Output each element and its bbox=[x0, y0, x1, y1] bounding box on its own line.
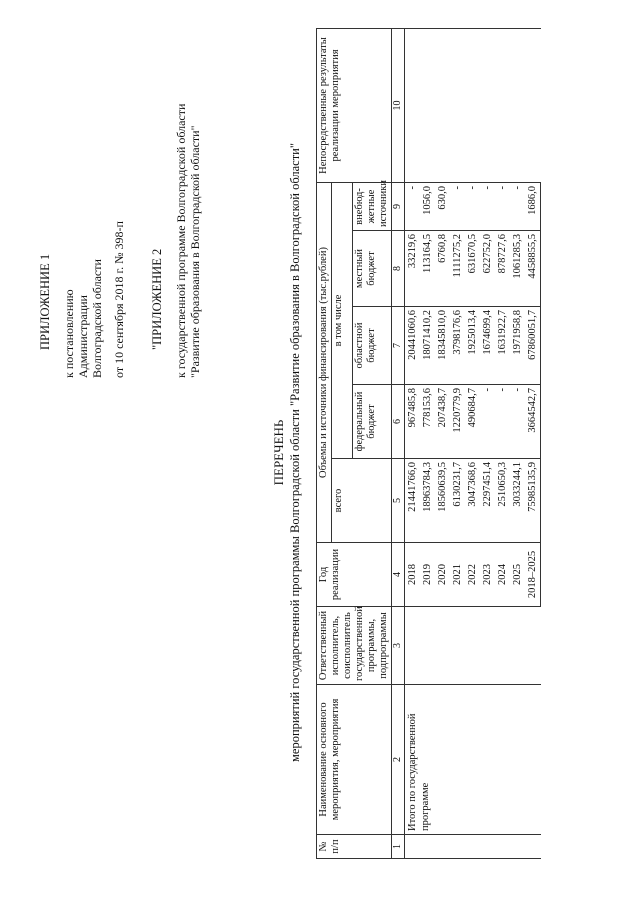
cell-regional: 18071410,2 bbox=[420, 307, 435, 385]
cell-year: 2024 bbox=[495, 543, 510, 607]
annex-line-1: к постановлению bbox=[62, 289, 76, 378]
funding-table bbox=[316, 28, 541, 859]
cell-federal: 1220779,9 bbox=[450, 385, 465, 459]
cell-total: 3047368,6 bbox=[465, 459, 480, 543]
column-number-row bbox=[392, 28, 405, 858]
cell-offbudget: 630,0 bbox=[435, 182, 450, 230]
cell-year: 2020 bbox=[435, 543, 450, 607]
cell-regional: 1971958,8 bbox=[510, 307, 525, 385]
column-number: 10 bbox=[392, 28, 405, 182]
cell-local: 631670,5 bbox=[465, 231, 480, 307]
cell-federal: - bbox=[495, 385, 510, 459]
appendix2-line-2: "Развитие образования в Волгоградской области" bbox=[188, 125, 202, 378]
cell-federal: 778153,6 bbox=[420, 385, 435, 459]
cell-total: 75985135,9 bbox=[525, 459, 541, 543]
cell-federal: 490684,7 bbox=[465, 385, 480, 459]
cell-regional: 1631922,7 bbox=[495, 307, 510, 385]
cell-regional: 3798176,6 bbox=[450, 307, 465, 385]
cell-regional: 1674699,4 bbox=[480, 307, 495, 385]
cell-federal: - bbox=[480, 385, 495, 459]
cell-offbudget: - bbox=[480, 182, 495, 230]
cell-regional: 18345810,0 bbox=[435, 307, 450, 385]
header-activity-name: Наименование основного мероприятия, мероприятия bbox=[317, 685, 392, 835]
column-number: 5 bbox=[392, 459, 405, 543]
cell-total: 21441766,0 bbox=[405, 459, 421, 543]
column-number: 6 bbox=[392, 385, 405, 459]
header-results: Непосредственные результаты реализации мероприятия bbox=[317, 28, 392, 182]
annex-line-3: Волгоградской области bbox=[90, 259, 104, 378]
header-funding: Объемы и источники финансирования (тыс.рублей) bbox=[317, 182, 332, 542]
column-number: 2 bbox=[392, 685, 405, 835]
cell-local: 1111275,2 bbox=[450, 231, 465, 307]
cell-total: 2510650,3 bbox=[495, 459, 510, 543]
cell-year: 2023 bbox=[480, 543, 495, 607]
program-total-label: Итого по государственной программе bbox=[405, 685, 541, 835]
cell-offbudget: 1056,0 bbox=[420, 182, 435, 230]
document-title: ПЕРЕЧЕНЬ bbox=[271, 419, 286, 486]
header-year: Год реализации bbox=[317, 543, 392, 607]
cell-total: 6130231,7 bbox=[450, 459, 465, 543]
funding-table-wrapper bbox=[316, 29, 541, 859]
cell-total: 3033244,1 bbox=[510, 459, 525, 543]
results-cell bbox=[405, 28, 541, 182]
cell-local: 6760,8 bbox=[435, 231, 450, 307]
cell-local: 1061285,3 bbox=[510, 231, 525, 307]
header-including: в том числе bbox=[332, 182, 353, 458]
cell-federal: 3664542,7 bbox=[525, 385, 541, 459]
cell-federal: - bbox=[510, 385, 525, 459]
cell-offbudget: 1686,0 bbox=[525, 182, 541, 230]
cell-year: 2019 bbox=[420, 543, 435, 607]
cell-federal: 207438,7 bbox=[435, 385, 450, 459]
cell-total: 2297451,4 bbox=[480, 459, 495, 543]
cell-local: 33219,6 bbox=[405, 231, 421, 307]
document-subtitle: мероприятий государственной программы Волгоградской области "Развитие образования в Волгоградской области" bbox=[288, 143, 302, 762]
column-number: 3 bbox=[392, 607, 405, 685]
cell-local: 622752,0 bbox=[480, 231, 495, 307]
cell-offbudget: - bbox=[405, 182, 421, 230]
header-regional: областной бюджет bbox=[353, 307, 392, 385]
cell-offbudget: - bbox=[495, 182, 510, 230]
header-total: всего bbox=[332, 459, 392, 543]
cell-offbudget: - bbox=[510, 182, 525, 230]
cell-offbudget: - bbox=[465, 182, 480, 230]
header-executor: Ответственный исполнитель, соисполнитель государственной программы, подпрограммы bbox=[317, 607, 392, 685]
cell-year: 2021 bbox=[450, 543, 465, 607]
executor-cell bbox=[405, 607, 541, 685]
header-row-1 bbox=[317, 28, 332, 858]
cell-federal: 967485,8 bbox=[405, 385, 421, 459]
cell-offbudget: - bbox=[450, 182, 465, 230]
header-number: № п/п bbox=[317, 835, 392, 859]
cell-local: 4458855,5 bbox=[525, 231, 541, 307]
column-number: 9 bbox=[392, 182, 405, 230]
appendix2-line-1: к государственной программе Волгоградской области bbox=[174, 103, 188, 378]
annex-date: от 10 сентября 2018 г. № 398-п bbox=[112, 221, 126, 378]
appendix2-title: "ПРИЛОЖЕНИЕ 2 bbox=[150, 248, 164, 350]
cell-regional: 20441060,6 bbox=[405, 307, 421, 385]
cell-local: 878727,6 bbox=[495, 231, 510, 307]
cell-year: 2018 bbox=[405, 543, 421, 607]
cell-regional: 1925013,4 bbox=[465, 307, 480, 385]
cell-year: 2018–2025 bbox=[525, 543, 541, 607]
column-number: 7 bbox=[392, 307, 405, 385]
header-federal: федеральный бюджет bbox=[353, 385, 392, 459]
cell-total: 18560639,5 bbox=[435, 459, 450, 543]
cell-total: 18963784,3 bbox=[420, 459, 435, 543]
header-offbudget: внебюд- жетные источники bbox=[353, 182, 392, 230]
annex-line-2: Администрации bbox=[76, 295, 90, 378]
header-local: местный бюджет bbox=[353, 231, 392, 307]
table-body bbox=[405, 28, 541, 858]
cell-year: 2025 bbox=[510, 543, 525, 607]
cell-local: 113164,5 bbox=[420, 231, 435, 307]
column-number: 8 bbox=[392, 231, 405, 307]
row-number-cell bbox=[405, 835, 541, 859]
table-row bbox=[405, 28, 421, 858]
column-number: 1 bbox=[392, 835, 405, 859]
cell-regional: 67860051,7 bbox=[525, 307, 541, 385]
annex-title: ПРИЛОЖЕНИЕ 1 bbox=[38, 253, 52, 350]
column-number: 4 bbox=[392, 543, 405, 607]
cell-year: 2022 bbox=[465, 543, 480, 607]
